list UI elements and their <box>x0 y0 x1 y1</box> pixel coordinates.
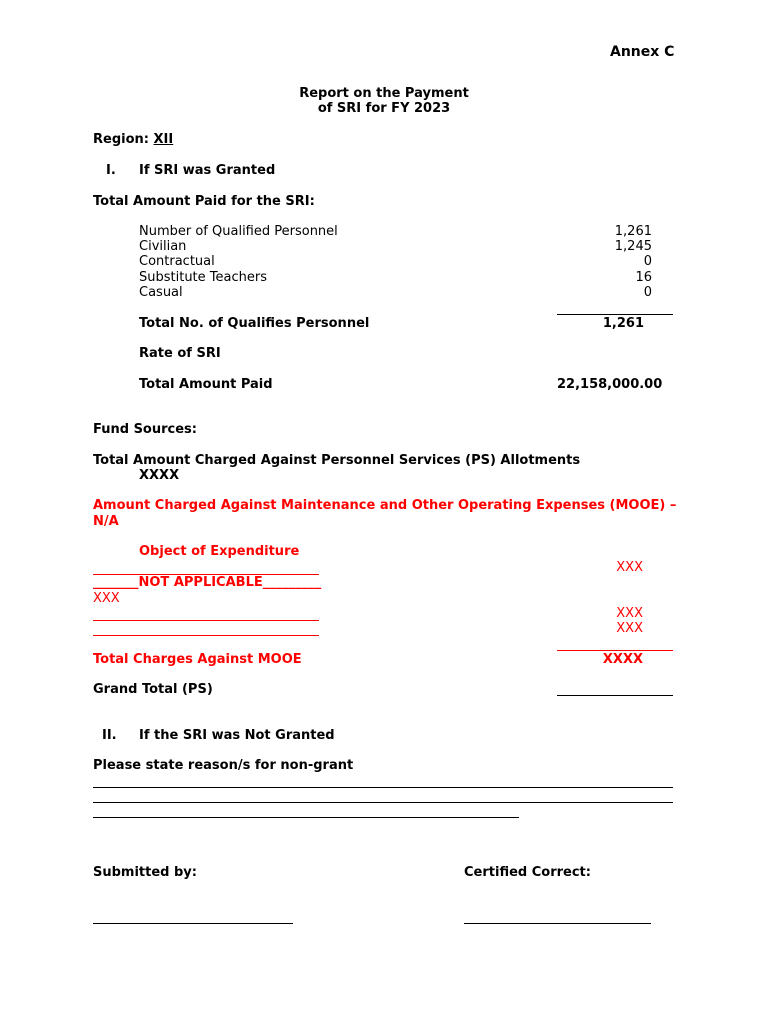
personnel-value-contractual: 0 <box>643 254 652 269</box>
report-title-line1: Report on the Payment <box>299 86 469 101</box>
section1-numeral: I. <box>106 163 116 178</box>
submitted-by-label: Submitted by: <box>93 865 197 880</box>
mooe-row3-line <box>93 620 319 621</box>
region-row <box>93 132 173 148</box>
total-qualified-label: Total No. of Qualifies Personnel <box>139 316 370 331</box>
ps-label: Total Amount Charged Against Personnel Services (PS) Allotments <box>93 453 581 468</box>
personnel-value-qualified: 1,261 <box>614 224 652 239</box>
mooe-label-line1: Amount Charged Against Maintenance and Other Operating Expenses (MOOE) – <box>93 498 677 513</box>
mooe-row4-line <box>93 635 319 636</box>
personnel-label-qualified: Number of Qualified Personnel <box>139 224 338 239</box>
rate-label: Rate of SRI <box>139 346 221 361</box>
submitted-by-signature-line <box>93 923 293 924</box>
personnel-label-casual: Casual <box>139 285 183 300</box>
ps-value: XXXX <box>139 468 180 483</box>
section1-heading: If SRI was Granted <box>139 163 276 178</box>
region-label: Region: <box>93 132 149 147</box>
personnel-label-substitute: Substitute Teachers <box>139 270 267 285</box>
fund-sources-heading: Fund Sources: <box>93 422 197 437</box>
subtotal-rule <box>557 314 673 315</box>
region-value: XII <box>153 132 174 147</box>
reason-label: Please state reason/s for non-grant <box>93 758 354 773</box>
grand-total-line <box>557 695 673 696</box>
personnel-value-substitute: 16 <box>635 270 652 285</box>
total-amount-value: 22,158,000.00 <box>557 377 663 392</box>
personnel-label-civilian: Civilian <box>139 239 187 254</box>
annex-label: Annex C <box>610 44 675 60</box>
total-amount-label: Total Amount Paid <box>139 377 273 392</box>
report-title-line2: of SRI for FY 2023 <box>317 101 451 116</box>
reason-line-1 <box>93 787 673 788</box>
personnel-label-contractual: Contractual <box>139 254 215 269</box>
total-mooe-label: Total Charges Against MOOE <box>93 652 302 667</box>
reason-line-3 <box>93 817 519 818</box>
reason-line-2 <box>93 802 673 803</box>
section2-heading: If the SRI was Not Granted <box>139 728 335 743</box>
personnel-value-casual: 0 <box>643 285 652 300</box>
not-applicable-text: _______NOT APPLICABLE_________ <box>93 575 322 590</box>
personnel-value-civilian: 1,245 <box>614 239 652 254</box>
mooe-row3-value: XXX <box>616 606 643 621</box>
mooe-row1-value: XXX <box>616 560 643 575</box>
mooe-row4-value: XXX <box>616 621 643 636</box>
total-qualified-value: 1,261 <box>602 316 644 331</box>
object-of-expenditure-heading: Object of Expenditure <box>139 544 300 559</box>
mooe-subtotal-rule <box>557 650 673 651</box>
grand-total-label: Grand Total (PS) <box>93 682 213 697</box>
total-paid-label: Total Amount Paid for the SRI: <box>93 194 315 209</box>
mooe-row2-value: XXX <box>93 591 120 606</box>
certified-correct-label: Certified Correct: <box>464 865 591 880</box>
section2-numeral: II. <box>102 728 117 743</box>
certified-correct-signature-line <box>464 923 651 924</box>
mooe-label-line2: N/A <box>93 514 119 529</box>
total-mooe-value: XXXX <box>602 652 643 667</box>
